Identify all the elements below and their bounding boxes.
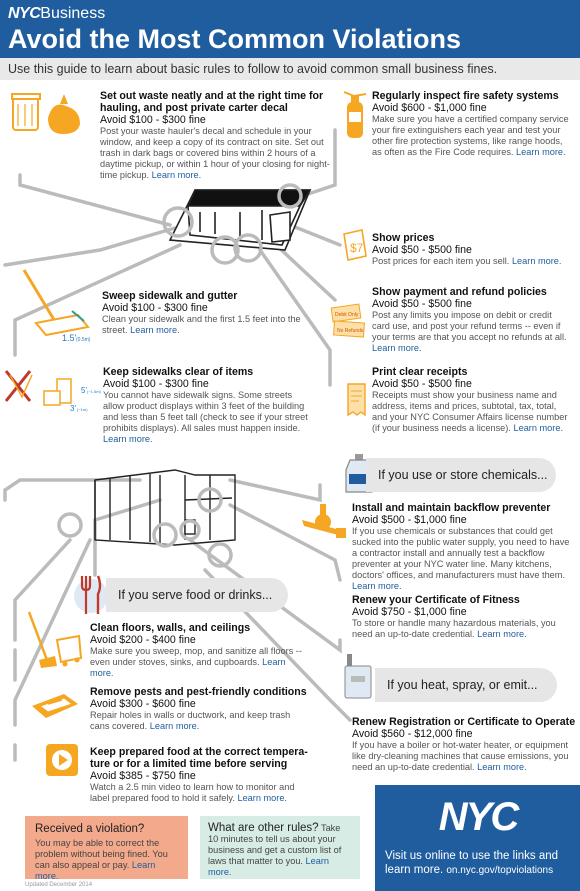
video-play-icon (44, 742, 80, 778)
item-pests-fine: Avoid $300 - $600 fine (90, 698, 196, 710)
visit-message: Visit us online to use the links and learn more. (385, 850, 559, 876)
learn-more-link[interactable]: Learn more. (477, 629, 527, 639)
pill-heat: If you heat, spray, or emit... (375, 668, 557, 702)
mousetrap-icon (30, 690, 80, 724)
item-floors-fine: Avoid $200 - $400 fine (90, 634, 196, 646)
item-food (90, 746, 312, 804)
sign-refunds: No Refunds (337, 328, 364, 334)
heater-icon (343, 652, 373, 702)
learn-more-link[interactable]: Learn more. (352, 581, 402, 591)
trash-bag-icon (8, 88, 88, 138)
receipt-icon (345, 382, 369, 418)
item-floors-title: Clean floors, walls, and ceilings (90, 622, 251, 634)
violation-box (25, 816, 188, 879)
item-sweep-title: Sweep sidewalk and gutter (102, 290, 238, 302)
item-sweep-fine: Avoid $100 - $300 fine (102, 302, 208, 314)
item-prices-title: Show prices (372, 232, 435, 244)
learn-more-link[interactable]: Learn more. (103, 434, 153, 444)
item-pests-body: Repair holes in walls or ductwork, and keep trash cans covered. (90, 710, 291, 731)
item-backflow-title: Install and maintain backflow preventer (352, 502, 551, 514)
item-pests (90, 686, 312, 732)
nyc-logo-icon (425, 795, 531, 839)
item-fire-title: Regularly inspect fire safety systems (372, 90, 559, 102)
height-label: 5' (81, 386, 87, 395)
no-signs-icon (2, 365, 101, 425)
learn-more-link[interactable]: Learn more. (477, 762, 527, 772)
item-food-body: Watch a 2.5 min video to learn how to monitor and label prepared food to hold it safely. (90, 782, 295, 803)
item-fire-body: Make sure you have a certified company service your fire extinguishers each year and test your other fire protection systems, like range hoods, as often as the Fire Code requires. (372, 114, 569, 157)
learn-more-link[interactable]: Learn more. (208, 856, 330, 877)
pill-chemicals: If you use or store chemicals... (366, 458, 556, 492)
fire-extinguisher-icon (340, 90, 370, 140)
violation-body: You may be able to correct the problem without being fined. You can also appeal or pay. (35, 838, 168, 870)
mop-bucket-icon (25, 610, 83, 670)
learn-more-link[interactable]: Learn more. (130, 325, 180, 335)
item-receipts-title: Print clear receipts (372, 366, 468, 378)
learn-more-link[interactable]: Learn more. (90, 657, 286, 678)
item-clear-fine: Avoid $100 - $300 fine (103, 378, 209, 390)
nyc-logo-text: NYC (438, 795, 518, 839)
rules-body: Take 10 minutes to tell us about your business and get a custom list of laws that matter to you. (208, 823, 342, 866)
depth-label: 3' (70, 404, 76, 413)
visit-text (385, 849, 575, 878)
page-subtitle: Use this guide to learn about basic rules to follow to avoid common small business fines. (0, 58, 580, 80)
other-rules-box (200, 816, 360, 879)
item-backflow-body: If you use chemicals or substances that could get sucked into the public water supply, you need to have a contractor install and annually test a backflow preventer at your NYC water line. Many kitchens, doctors' offices, and manufacturers must have them. (352, 526, 570, 580)
item-fitness (352, 594, 574, 640)
item-clear-body: You cannot have sidewalk signs. Some streets allow product displays within 3 feet of the building and less than 5 feet tall (check to see if your street prohibits displays). All sales must happen inside. (103, 390, 308, 433)
item-clear (103, 366, 315, 445)
item-registration (352, 716, 576, 773)
item-backflow-fine: Avoid $500 - $1,000 fine (352, 514, 467, 526)
item-sweep-body: Clean your sidewalk and the first 1.5 feet into the street. (102, 314, 301, 335)
rules-lead: What are other rules? (208, 822, 319, 834)
item-food-fine: Avoid $385 - $750 fine (90, 770, 196, 782)
height-unit: (~1.5m) (87, 389, 101, 394)
backflow-valve-icon (300, 500, 350, 545)
depth-unit: (~1m) (77, 407, 88, 412)
item-registration-title: Renew Registration or Certificate to Operate (352, 716, 576, 728)
item-pests-title: Remove pests and pest-friendly conditions (90, 686, 307, 698)
item-fitness-title: Renew your Certificate of Fitness (352, 594, 520, 606)
item-refund-body: Post any limits you impose on debit or credit card use, and post your refund terms -- even if your terms are that you accept no refunds at all. (372, 310, 567, 342)
item-receipts-fine: Avoid $50 - $500 fine (372, 378, 472, 390)
item-floors-body: Make sure you sweep, mop, and sanitize all floors -- even under stoves, sinks, and cupboards. (90, 646, 302, 667)
learn-more-link[interactable]: Learn more. (237, 793, 287, 803)
learn-more-link[interactable]: Learn more. (513, 423, 564, 433)
item-food-title: Keep prepared food at the correct tempera-ture or for a limited time before serving (90, 746, 308, 770)
item-fitness-fine: Avoid $750 - $1,000 fine (352, 606, 467, 618)
item-prices (372, 232, 572, 267)
violation-title: Received a violation? (35, 823, 145, 835)
learn-more-link[interactable]: Learn more. (149, 721, 200, 731)
item-prices-fine: Avoid $50 - $500 fine (372, 244, 472, 256)
item-refund-title: Show payment and refund policies (372, 286, 547, 298)
pill-food-drinks: If you serve food or drinks... (106, 578, 288, 612)
learn-more-link[interactable]: Learn more. (511, 256, 562, 266)
item-receipts (372, 366, 572, 434)
item-fire-fine: Avoid $600 - $1,000 fine (372, 102, 487, 114)
learn-more-link[interactable]: Learn more. (35, 860, 156, 881)
storefront-illustration (164, 185, 310, 263)
updated-date: Updated December 2014 (25, 882, 93, 888)
learn-more-link[interactable]: Learn more. (372, 343, 422, 353)
page-title: Avoid the Most Common Violations (8, 24, 462, 54)
brand-nyc: NYC (8, 5, 41, 22)
item-refund-fine: Avoid $50 - $500 fine (372, 298, 472, 310)
item-receipts-body: Receipts must show your business name and address, items and prices, subtotal, tax, total, and your NYC Consumer Affairs license number (if your business needs a license). (372, 390, 568, 433)
item-backflow (352, 502, 574, 592)
sweep-unit: (0.5m) (76, 337, 91, 343)
item-waste-fine: Avoid $100 - $300 fine (100, 114, 206, 126)
item-fitness-body: To store or handle many hazardous materials, you need an up-to-date credential. (352, 618, 556, 639)
topviolations-link[interactable]: on.nyc.gov/topviolations (446, 865, 554, 876)
sweep-distance: 1.5' (62, 333, 77, 343)
nyc-visit-box (375, 785, 580, 891)
item-prices-body: Post prices for each item you sell. (372, 256, 510, 266)
item-waste (100, 90, 332, 181)
learn-more-link[interactable]: Learn more. (151, 170, 202, 180)
item-waste-title: Set out waste neatly and at the right time for hauling, and post private carter decal (100, 90, 324, 114)
price-tag-icon (340, 228, 368, 262)
item-floors (90, 622, 310, 679)
item-clear-title: Keep sidewalks clear of items (103, 366, 254, 378)
item-refund (372, 286, 572, 354)
item-sweep (102, 290, 322, 336)
item-registration-fine: Avoid $560 - $12,000 fine (352, 728, 473, 740)
learn-more-link[interactable]: Learn more. (516, 147, 566, 157)
item-waste-body: Post your waste hauler's decal and schedule in your window, and keep a copy of its contract on site. Set out trash in dark bags or covered bins within 2 hours of a daytime pickup, or within 1 hour of your closing for night-time pickup. (100, 126, 330, 180)
sign-debit: Debit Only (335, 312, 359, 318)
brand-business: Business (40, 5, 106, 22)
item-registration-body: If you have a boiler or hot-water heater, or equipment like dry-cleaning machines that cause emissions, you need an up-to-date credential. (352, 740, 569, 772)
svg-text:$7: $7 (350, 241, 364, 255)
sign-cards-icon (330, 300, 370, 342)
item-fire (372, 90, 572, 158)
broom-icon (22, 265, 102, 345)
